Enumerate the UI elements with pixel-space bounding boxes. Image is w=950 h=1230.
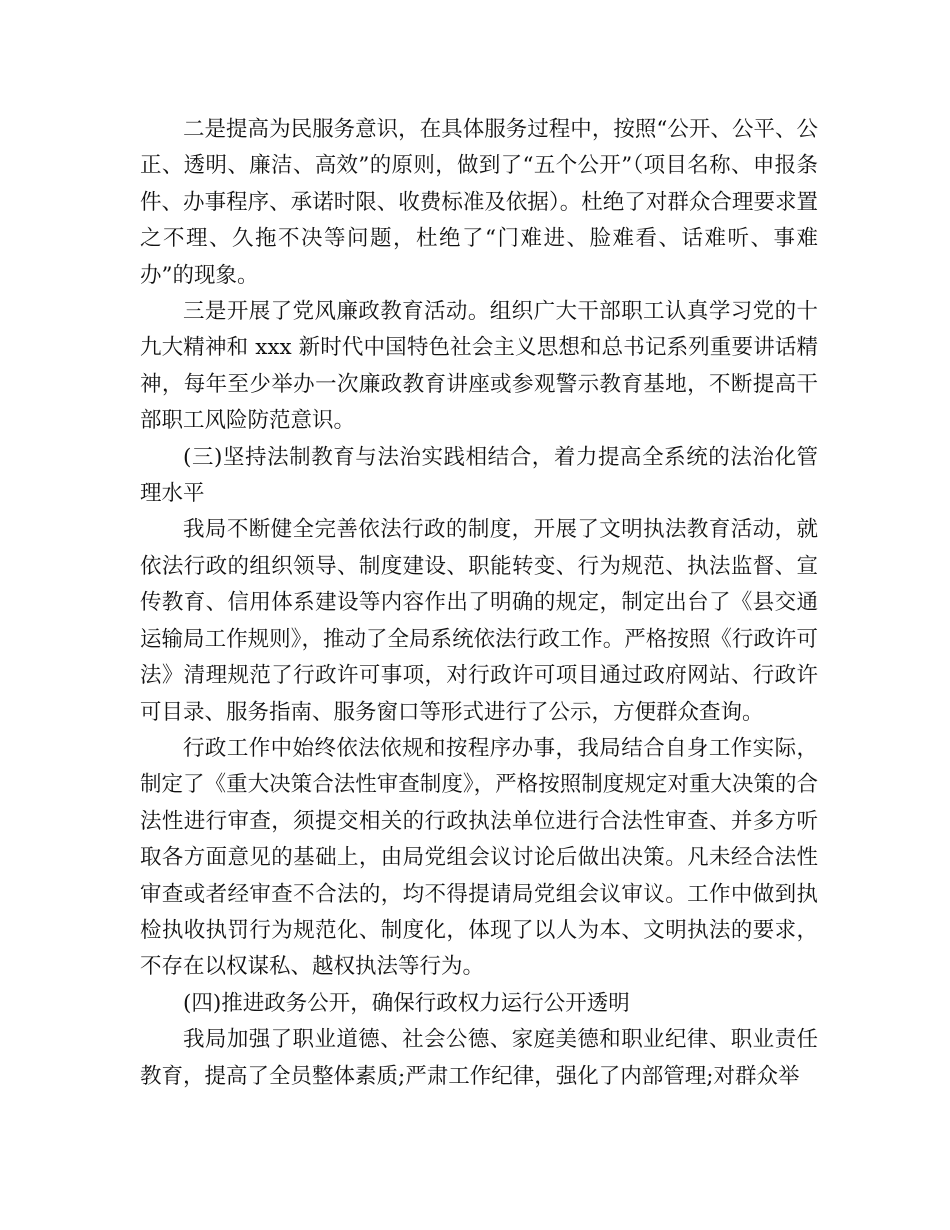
- paragraph-professional-ethics: 我局加强了职业道德、社会公德、家庭美德和职业纪律、职业责任教育，提高了全员整体素质;严肃工作纪律，强化了内部管理;对群众举: [140, 1027, 818, 1089]
- paragraph-administrative-system: 我局不断健全完善依法行政的制度，开展了文明执法教育活动，就依法行政的组织领导、制度建设、职能转变、行为规范、执法监督、宣传教育、信用体系建设等内容作出了明确的规定，制定出台了《县交通运输局工作规则》，推动了全局系统依法行政工作。严格按照《行政许可法》清理规范了行政许可事项，对行政许可项目通过政府网站、行政许可目录、服务指南、服务窗口等形式进行了公示，方便群众查询。: [140, 517, 818, 725]
- paragraph-service-awareness: 二是提高为民服务意识，在具体服务过程中，按照“公开、公平、公正、透明、廉洁、高效”的原则，做到了“五个公开”（项目名称、申报条件、办事程序、承诺时限、收费标准及依据）。杜绝了对群众合理要求置之不理、久拖不决等问题，杜绝了“门难进、脸难看、话难听、事难办”的现象。: [140, 117, 818, 288]
- document-body: [140, 112, 818, 1095]
- section-heading-4: (四)推进政务公开，确保行政权力运行公开透明: [183, 990, 630, 1016]
- paragraph-integrity-education: 三是开展了党风廉政教育活动。组织广大干部职工认真学习党的十九大精神和 xxx 新时代中国特色社会主义思想和总书记系列重要讲话精神，每年至少举办一次廉政教育讲座或参观警示教育基地，不断提高干部职工风险防范意识。: [140, 299, 818, 434]
- section-heading-3: (三)坚持法制教育与法治实践相结合，着力提高全系统的法治化管理水平: [140, 444, 818, 507]
- paragraph-decision-review: 行政工作中始终依法依规和按程序办事，我局结合自身工作实际，制定了《重大决策合法性审查制度》，严格按照制度规定对重大决策的合法性进行审查，须提交相关的行政执法单位进行合法性审查、并多方听取各方面意见的基础上，由局党组会议讨论后做出决策。凡未经合法性审查或者经审查不合法的，均不得提请局党组会议审议。工作中做到执检执收执罚行为规范化、制度化，体现了以人为本、文明执法的要求，不存在以权谋私、越权执法等行为。: [140, 735, 818, 980]
